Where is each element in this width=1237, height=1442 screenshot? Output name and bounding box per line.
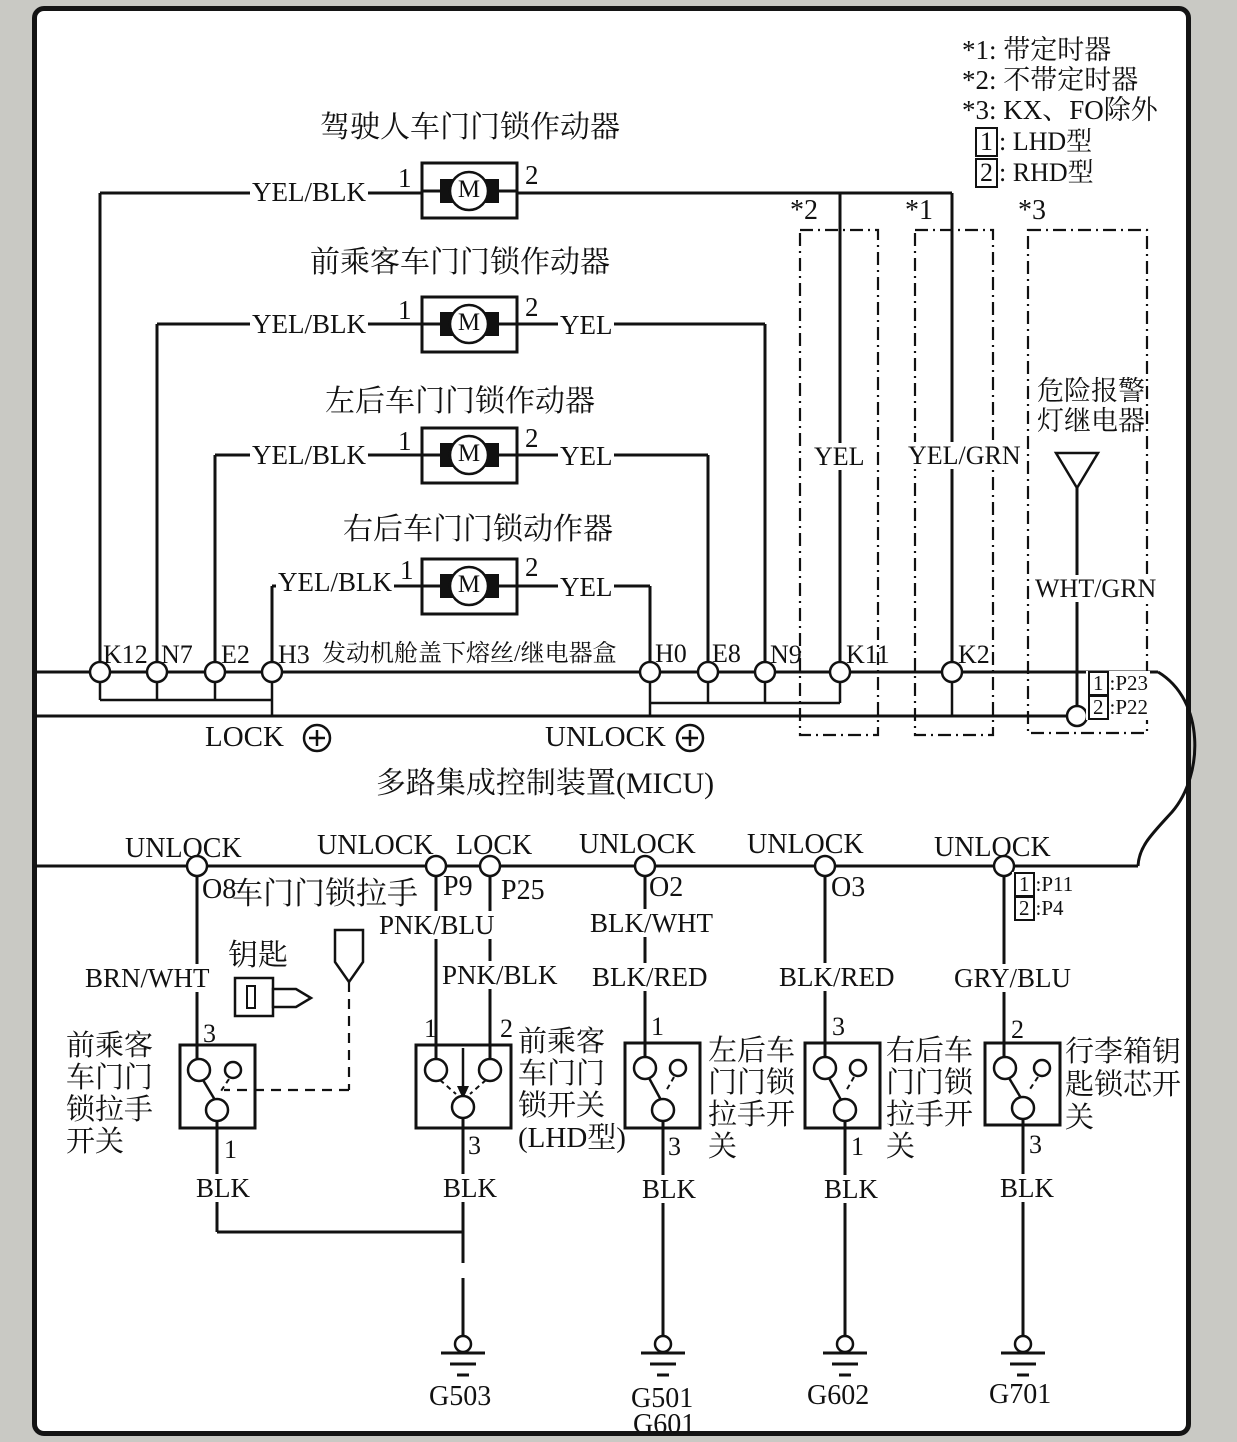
boxed-2-icon: 2 (1088, 695, 1109, 720)
pin-label-n7: N7 (161, 640, 193, 669)
actuator-fp-right-wire: YEL (560, 310, 613, 340)
legend-note-1: *1: 带定时器 (962, 35, 1112, 65)
p22-text: :P22 (1109, 695, 1149, 719)
label-line: 车门门 (66, 1061, 154, 1094)
boxed-2-icon: 2 (1014, 896, 1035, 921)
pin-label-n9: N9 (770, 640, 802, 669)
actuator-fp-pin1: 1 (398, 295, 412, 325)
switch-lr-handle-label (708, 1036, 795, 1164)
motor-label-driver: M (457, 175, 481, 203)
s2-pin1: 1 (424, 1014, 437, 1043)
actuator-lr-title: 左后车门门锁作动器 (325, 385, 595, 418)
pin-label-p4 (1012, 896, 1066, 921)
label-line: 匙锁芯开 (1065, 1068, 1182, 1101)
unlock-plus-icon (677, 725, 703, 751)
actuator-driver-pin2: 2 (525, 160, 539, 190)
legend-rhd-text: : RHD型 (999, 158, 1094, 187)
s2-pin2: 2 (500, 1014, 513, 1043)
p11-text: :P11 (1035, 872, 1074, 896)
label-line: 左后车 (708, 1035, 796, 1067)
label-line: 门门锁 (708, 1066, 796, 1099)
wire-label-wht-grn: WHT/GRN (1035, 574, 1157, 603)
actuator-lr-left-wire: YEL/BLK (252, 440, 366, 470)
wire-label-blk-5: BLK (1000, 1173, 1054, 1203)
ground-g602-icon (823, 1336, 867, 1375)
ground-g501-g601-icon (641, 1336, 685, 1375)
wire-label-blk-red-2: BLK/RED (779, 962, 895, 992)
wire-label-blk-4: BLK (824, 1174, 878, 1204)
switch-fp-lock (416, 1045, 511, 1128)
unlock-label-o2: UNLOCK (579, 829, 696, 860)
ground-label-g701: G701 (989, 1379, 1052, 1410)
hazard-relay-symbol (1056, 453, 1098, 488)
pin-label-p9: P9 (443, 871, 473, 902)
s5-bottom-pin: 3 (1029, 1130, 1042, 1159)
s4-bottom-pin: 1 (851, 1132, 864, 1161)
pin-label-k11: K11 (846, 640, 890, 669)
actuator-rr-pin2: 2 (525, 552, 539, 582)
label-line: 锁拉手 (66, 1093, 154, 1126)
boxed-1-icon: 1 (975, 127, 998, 157)
pin-label-p11 (1012, 872, 1075, 897)
label-line: 右后车 (886, 1035, 974, 1067)
label-line: 拉手开 (708, 1098, 796, 1131)
pin-label-o3: O3 (831, 872, 866, 903)
legend-lhd (975, 127, 1092, 157)
label-line: 门门锁 (886, 1066, 974, 1099)
label-line: 前乘客 (66, 1030, 154, 1062)
s4-top-pin: 3 (832, 1012, 845, 1041)
boxed-2-icon: 2 (975, 158, 998, 188)
option-box-star3 (1028, 230, 1147, 733)
key-icon (235, 978, 311, 1016)
wire-label-blk-2: BLK (443, 1173, 497, 1203)
motor-label-lr: M (457, 439, 481, 467)
switch-trunk-key (985, 1043, 1060, 1125)
pin-p23-p22 (1067, 706, 1087, 726)
key-label: 钥匙 (228, 939, 288, 972)
s5-top-pin: 2 (1011, 1015, 1024, 1044)
ground-label-g601: G601 (633, 1409, 696, 1440)
unlock-node-label: UNLOCK (545, 721, 666, 753)
lock-label-p25: LOCK (456, 830, 533, 861)
hazard-relay-label (1037, 376, 1145, 436)
actuator-rr-pin1: 1 (400, 555, 414, 585)
switch-trunk-key-label (1065, 1036, 1181, 1134)
s1-bottom-pin: 1 (224, 1135, 237, 1164)
s3-top-pin: 1 (651, 1012, 664, 1041)
wires (36, 193, 1195, 1336)
unlock-label-p9: UNLOCK (317, 830, 434, 861)
ground-symbols (441, 1336, 1045, 1375)
ref-star1: *1 (905, 195, 933, 226)
wire-label-blk-red-1: BLK/RED (592, 962, 708, 992)
actuator-rr-title: 右后车门门锁动作器 (343, 513, 613, 546)
pin-label-p22 (1086, 695, 1150, 720)
switch-fp-handle (180, 1045, 255, 1128)
pin-label-k2: K2 (958, 640, 990, 669)
ground-g503-icon (441, 1336, 485, 1375)
wire-label-blk-wht: BLK/WHT (590, 908, 713, 938)
actuator-driver-pin1: 1 (398, 163, 412, 193)
pin-label-e2: E2 (221, 640, 250, 669)
switch-rr-handle-label (886, 1036, 973, 1164)
actuator-fp-left-wire: YEL/BLK (252, 309, 366, 339)
pin-label-p23 (1086, 671, 1150, 696)
wire-label-gry-blu: GRY/BLU (954, 963, 1072, 993)
unlock-label-p11: UNLOCK (934, 832, 1051, 863)
unlock-label-o3: UNLOCK (747, 829, 864, 860)
switch-rr-handle (805, 1043, 880, 1128)
unlock-label-o8: UNLOCK (125, 833, 242, 864)
actuator-fp-pin2: 2 (525, 292, 539, 322)
actuator-rr-right-wire: YEL (560, 572, 613, 602)
boxed-1-icon: 1 (1088, 671, 1109, 696)
wire-label-blk-1: BLK (196, 1173, 250, 1203)
legend-lhd-text: : LHD型 (999, 127, 1093, 156)
legend-rhd (975, 158, 1094, 188)
door-handle-label: 车门门锁拉手 (232, 876, 418, 911)
ground-label-g501: G501 (631, 1383, 694, 1414)
label-line: 行李箱钥 (1065, 1036, 1182, 1068)
hazard-relay-line1: 危险报警 (1037, 376, 1145, 406)
legend-note-2: *2: 不带定时器 (962, 65, 1139, 95)
actuator-driver-title: 驾驶人车门门锁作动器 (320, 111, 620, 144)
motor-label-fp: M (457, 308, 481, 336)
wire-label-yel-grn: YEL/GRN (908, 441, 1021, 470)
label-line: 关 (1065, 1101, 1095, 1134)
ref-star2: *2 (790, 195, 818, 226)
label-line: 锁开关 (518, 1089, 606, 1122)
switch-fp-handle-label (66, 1031, 153, 1159)
switch-lr-handle (625, 1043, 700, 1128)
pin-label-k12: K12 (103, 640, 148, 669)
switch-fp-lock-label (518, 1027, 626, 1155)
label-line: (LHD型) (518, 1121, 626, 1154)
label-line: 关 (708, 1130, 738, 1163)
wire-label-blk-3: BLK (642, 1174, 696, 1204)
p4-text: :P4 (1035, 896, 1064, 920)
wire-blk-g503 (217, 1118, 463, 1336)
actuator-lr-pin2: 2 (525, 423, 539, 453)
wire-label-pnk-blu: PNK/BLU (379, 910, 495, 940)
legend-note-3: *3: KX、FO除外 (962, 95, 1158, 125)
door-handle-icon (335, 930, 363, 982)
actuator-rr-left-wire: YEL/BLK (278, 567, 392, 597)
label-line: 开关 (66, 1125, 125, 1158)
pin-label-p25: P25 (501, 875, 545, 906)
ref-star3: *3 (1018, 195, 1046, 226)
lock-node-label: LOCK (205, 721, 284, 753)
pin-label-h0: H0 (655, 639, 687, 668)
actuator-lr-right-wire: YEL (560, 441, 613, 471)
wire-label-pnk-blk: PNK/BLK (442, 960, 558, 990)
ground-label-g503: G503 (429, 1381, 492, 1412)
s2-bottom-pin: 3 (468, 1131, 481, 1160)
label-line: 拉手开 (886, 1098, 974, 1131)
pin-label-h3: H3 (278, 640, 310, 669)
ground-label-g602: G602 (807, 1380, 870, 1411)
label-line: 前乘客 (518, 1026, 606, 1058)
lock-plus-icon (304, 725, 330, 751)
boxed-1-icon: 1 (1014, 872, 1035, 897)
p23-text: :P23 (1109, 671, 1149, 695)
actuator-lr-pin1: 1 (398, 426, 412, 456)
actuator-driver-left-wire: YEL/BLK (252, 177, 366, 207)
label-line: 关 (886, 1130, 916, 1163)
s1-top-pin: 3 (203, 1019, 216, 1048)
wire-label-yel: YEL (814, 442, 865, 471)
pin-label-o2: O2 (649, 872, 684, 903)
wire-label-brn-wht: BRN/WHT (85, 963, 210, 993)
pin-label-o8: O8 (202, 874, 237, 905)
fusebox-label: 发动机舱盖下熔丝/继电器盒 (322, 641, 617, 667)
lock-group-join (100, 682, 272, 716)
hazard-relay-line2: 灯继电器 (1037, 406, 1145, 437)
motor-label-rr: M (457, 570, 481, 598)
ground-g701-icon (1001, 1336, 1045, 1375)
pin-label-e8: E8 (712, 639, 741, 668)
actuator-fp-title: 前乘客车门门锁作动器 (310, 246, 610, 279)
micu-title: 多路集成控制装置(MICU) (375, 767, 715, 800)
s3-bottom-pin: 3 (668, 1132, 681, 1161)
label-line: 车门门 (518, 1057, 606, 1090)
